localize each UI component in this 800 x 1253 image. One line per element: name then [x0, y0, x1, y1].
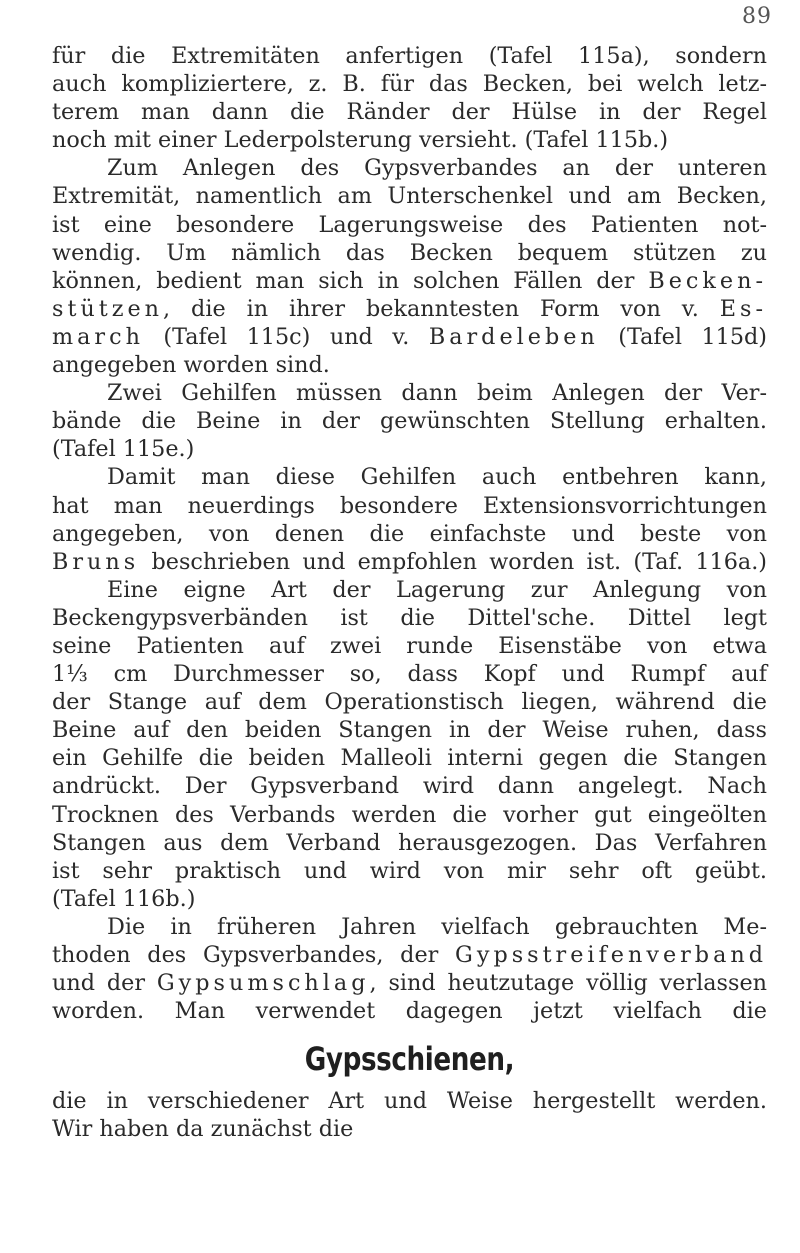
text-span: können, bedient man sich in solchen Fällen der: [52, 267, 649, 294]
text-line: andrückt. Der Gypsverband wird dann angelegt. Nach: [52, 773, 767, 800]
text-line: angegeben, von denen die einfachste und beste von: [52, 520, 767, 547]
text-line: [52, 969, 767, 997]
text-line: ein Gehilfe die beiden Malleoli interni gegen die Stangen: [52, 745, 767, 772]
body-text: [52, 42, 767, 1143]
text-line: [52, 323, 767, 351]
text-line: Zwei Gehilfen müssen dann beim Anlegen der Ver-: [107, 380, 767, 407]
spaced-term: march: [52, 323, 144, 350]
text-line: Stangen aus dem Verband herausgezogen. Das Verfahren: [52, 829, 767, 856]
text-line: [52, 267, 767, 295]
spaced-term: Gypsumschlag: [156, 970, 370, 997]
text-line: (Tafel 116b.): [52, 885, 196, 912]
text-line: die in verschiedener Art und Weise hergestellt werden.: [52, 1088, 767, 1115]
spaced-term: Bruns: [52, 548, 140, 575]
page-number: 89: [742, 4, 772, 29]
text-line: für die Extremitäten anfertigen (Tafel 115a), sondern: [52, 43, 767, 69]
text-line: Damit man diese Gehilfen auch entbehren kann,: [107, 464, 767, 491]
text-span: (Tafel 115d): [598, 323, 767, 350]
text-line: seine Patienten auf zwei runde Eisenstäbe von etwa: [52, 632, 767, 659]
text-span: (Tafel 115c) und v.: [143, 323, 429, 350]
text-line: Trocknen des Verbands werden die vorher gut eingeölten: [52, 801, 767, 828]
spaced-term: stützen: [52, 295, 164, 322]
text-line: auch kompliziertere, z. B. für das Becken, bei welch letz-: [52, 71, 767, 98]
text-span: , die in ihrer bekanntesten Form von v.: [163, 295, 720, 322]
text-line: hat man neuerdings besondere Extensionsvorrichtungen: [52, 492, 767, 519]
text-line: der Stange auf dem Operationstisch liegen, während die: [52, 689, 767, 716]
text-span: und der: [52, 970, 157, 997]
text-line: ist sehr praktisch und wird von mir sehr oft geübt.: [52, 857, 767, 884]
text-line: ist eine besondere Lagerungsweise des Patienten not-: [52, 211, 767, 238]
text-span: , sind heutzutage völlig verlassen: [369, 970, 767, 997]
text-line: Beckengypsverbänden ist die Dittel'sche. Dittel legt: [52, 604, 767, 631]
text-line: (Tafel 115e.): [52, 436, 195, 463]
text-line: wendig. Um nämlich das Becken bequem stützen zu: [52, 239, 767, 266]
text-line: Wir haben da zunächst die: [52, 1116, 354, 1143]
spaced-term: Bardeleben: [428, 323, 599, 350]
spaced-term: Becken-: [648, 267, 767, 294]
text-line: bände die Beine in der gewünschten Stellung erhalten.: [52, 408, 767, 435]
text-line: Eine eigne Art der Lagerung zur Anlegung von: [107, 576, 767, 603]
text-line: noch mit einer Lederpolsterung versieht. (Tafel 115b.): [52, 127, 669, 154]
text-line: [52, 295, 767, 323]
text-span: thoden des Gypsverbandes, der: [52, 942, 456, 968]
text-line: worden. Man verwendet dagegen jetzt vielfach die: [52, 998, 767, 1025]
text-line: angegeben worden sind.: [52, 352, 330, 379]
text-line: [52, 941, 767, 969]
spaced-term: Es-: [719, 295, 767, 322]
text-line: Beine auf den beiden Stangen in der Weise ruhen, dass: [52, 717, 767, 744]
text-line: 1⅓ cm Durchmesser so, dass Kopf und Rumpf auf: [52, 661, 767, 688]
text-span: beschrieben und empfohlen worden ist. (Taf. 116a.): [139, 548, 767, 575]
text-line: terem man dann die Ränder der Hülse in der Regel: [52, 99, 767, 126]
text-line: Extremität, namentlich am Unterschenkel und am Becken,: [52, 183, 767, 210]
text-line: [52, 548, 767, 576]
text-line: Die in früheren Jahren vielfach gebrauchten Me-: [107, 913, 767, 940]
text-line: Zum Anlegen des Gypsverbandes an der unteren: [107, 155, 767, 182]
section-heading: Gypsschienen,: [304, 1040, 515, 1079]
spaced-term: Gypsstreifenverband: [455, 942, 767, 968]
